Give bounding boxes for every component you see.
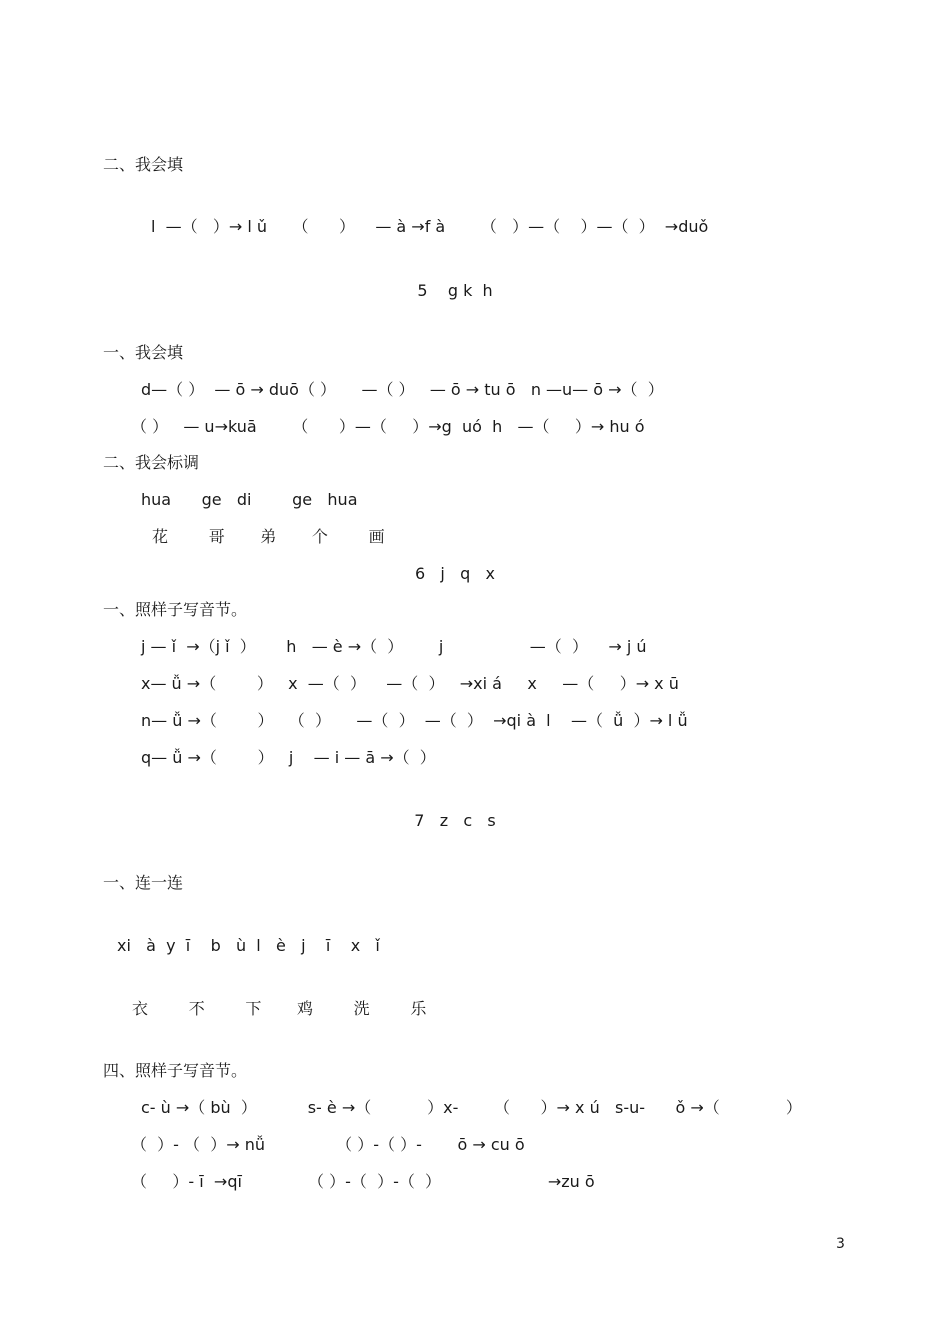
lesson-title: 5 g k h [417,281,493,300]
section-heading-example: 一、照样子写音节。 [103,600,248,619]
exercise-row: （ ） — u→kuā （ ）—（ ）→g uó h —（ ）→ hu ó [131,417,645,436]
exercise-row: l —（ ）→ l ǔ （ ） — à →f à （ ）—（ ）—（ ） →duǒ [151,217,709,236]
lesson-title: 6 j q x [414,564,496,583]
pinyin-row: hua ge di ge hua [141,490,358,509]
lesson-title: 7 z c s [414,811,496,830]
exercise-row: （ ）- ī →qī （ ）-（ ）-（ ） →zu ō [131,1172,595,1191]
exercise-row: x— ǚ →（ ） x —（ ） —（ ） →xi á x —（ ）→ x ū [141,674,679,693]
exercise-row: q— ǚ →（ ） j — i — ā →（ ） [141,748,436,767]
exercise-row: n— ǚ →（ ） （ ） —（ ） —（ ） →qi à l —（ ǚ ）→ l ǚ [141,711,688,730]
exercise-row: d—（ ） — ō → duō（ ） —（ ） — ō → tu ō n —u— ō →（ ） [141,380,664,399]
exercise-row: c- ù →（ bù ） s- è →（ ）x- （ ）→ x ú s-u- ǒ →（ ） [141,1098,802,1117]
page-number: 3 [836,1236,845,1252]
pinyin-row: xi à y ī b ù l è j ī x ǐ [117,936,380,955]
section-heading-match: 一、连一连 [103,873,184,892]
section-heading-fill: 一、我会填 [103,343,184,362]
section-heading-tone: 二、我会标调 [103,453,200,472]
chinese-characters-row: 衣 不 下 鸡 洗 乐 [132,999,427,1018]
section-heading-example: 四、照样子写音节。 [103,1061,248,1080]
exercise-row: j — ǐ →（j ǐ ） h — è →（ ） j —（ ） → j ú [141,637,647,656]
section-heading-fill: 二、我会填 [103,155,184,174]
exercise-row: （ ）- （ ）→ nǚ （ ）-（ ）- ō → cu ō [131,1135,525,1154]
chinese-characters-row: 花 哥 弟 个 画 [152,527,385,546]
